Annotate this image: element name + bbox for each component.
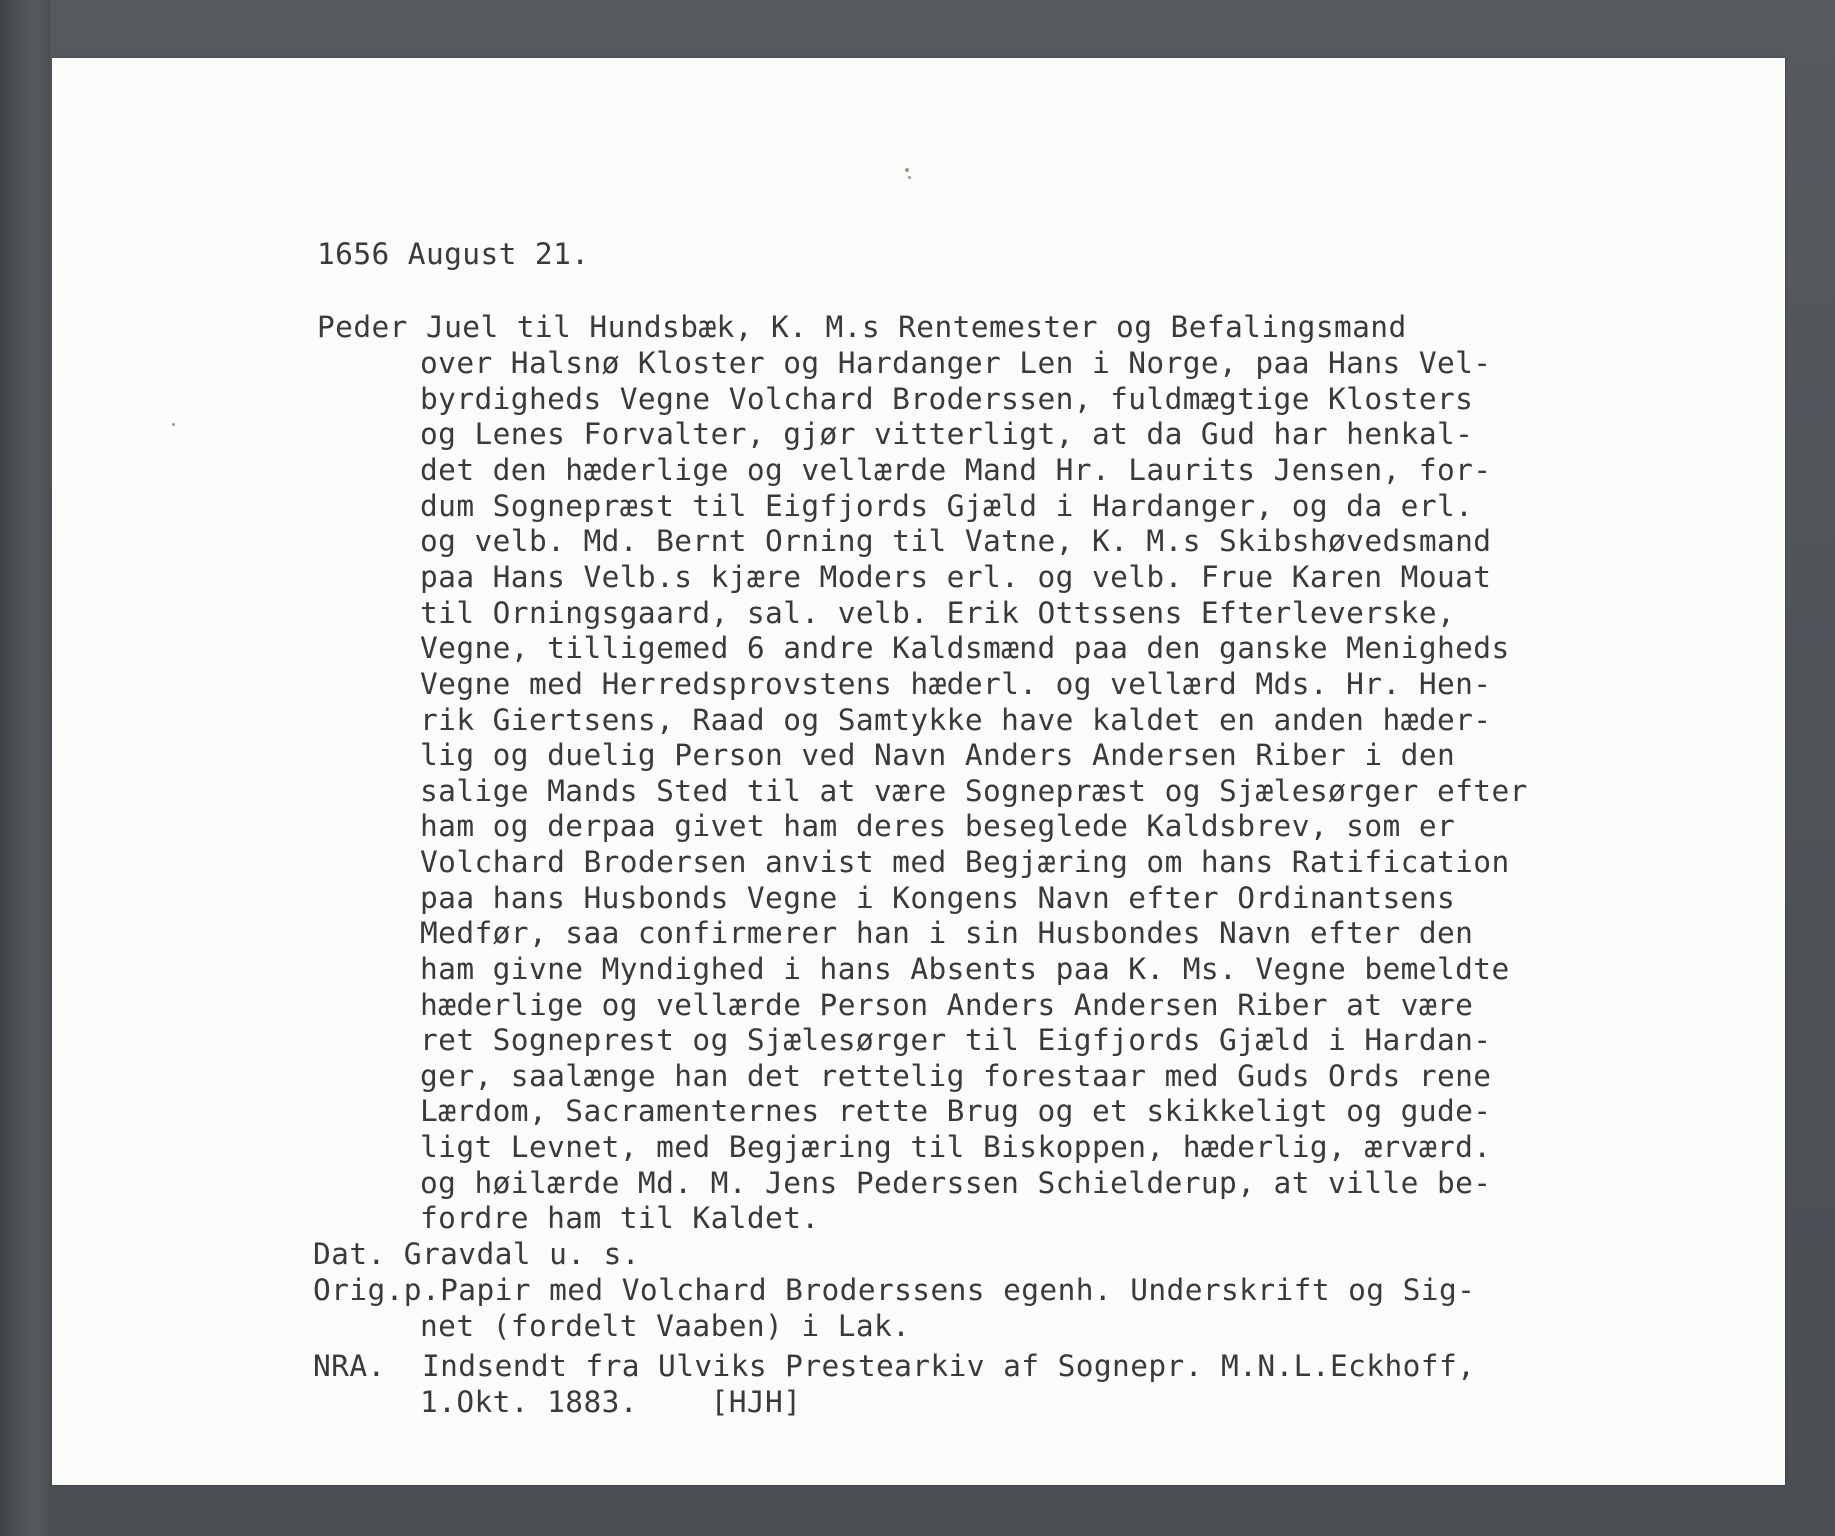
body-line: ham givne Myndighed i hans Absents paa K. Ms. Vegne bemeldte [420, 952, 1510, 986]
body-line: Vegne med Herredsprovstens hæderl. og vellærd Mds. Hr. Hen- [420, 667, 1492, 701]
orig-line: Orig.p.Papir med Volchard Broderssens egenh. Underskrift og Sig- [313, 1273, 1476, 1307]
body-line: Medfør, saa confirmerer han i sin Husbondes Navn efter den [420, 916, 1474, 950]
body-line: ligt Levnet, med Begjæring til Biskoppen, hæderlig, ærværd. [420, 1130, 1492, 1164]
body-line: til Orningsgaard, sal. velb. Erik Ottssens Efterleverske, [420, 596, 1456, 630]
nra-line: NRA. Indsendt fra Ulviks Prestearkiv af Sognepr. M.N.L.Eckhoff, [313, 1349, 1476, 1383]
body-line: fordre ham til Kaldet. [420, 1201, 820, 1235]
body-line: Vegne, tilligemed 6 andre Kaldsmænd paa den ganske Menigheds [420, 631, 1510, 665]
dat-line: Dat. Gravdal u. s. [313, 1237, 640, 1271]
body-line: dum Sognepræst til Eigfjords Gjæld i Hardanger, og da erl. [420, 489, 1474, 523]
body-line: salige Mands Sted til at være Sognepræst og Sjælesørger efter [420, 774, 1528, 808]
orig-line: net (fordelt Vaaben) i Lak. [420, 1309, 911, 1343]
body-line: ham og derpaa givet ham deres beseglede Kaldsbrev, som er [420, 809, 1456, 843]
document-card [52, 58, 1785, 1485]
document-text [52, 58, 1785, 1485]
body-line: over Halsnø Kloster og Hardanger Len i Norge, paa Hans Vel- [420, 346, 1492, 380]
body-line: Lærdom, Sacramenternes rette Brug og et skikkeligt og gude- [420, 1094, 1492, 1128]
nra-line: 1.Okt. 1883. [HJH] [420, 1385, 802, 1419]
date-heading: 1656 August 21. [317, 237, 590, 271]
body-line: og Lenes Forvalter, gjør vitterligt, at da Gud har henkal- [420, 417, 1474, 451]
body-line: ret Sogneprest og Sjælesørger til Eigfjords Gjæld i Hardan- [420, 1023, 1492, 1057]
body-line: ger, saalænge han det rettelig forestaar med Guds Ords rene [420, 1059, 1492, 1093]
body-line: og velb. Md. Bernt Orning til Vatne, K. M.s Skibshøvedsmand [420, 524, 1492, 558]
body-line: Peder Juel til Hundsbæk, K. M.s Rentemester og Befalingsmand [317, 310, 1407, 344]
body-line: det den hæderlige og vellærde Mand Hr. Laurits Jensen, for- [420, 453, 1492, 487]
body-line: og høilærde Md. M. Jens Pederssen Schielderup, at ville be- [420, 1166, 1492, 1200]
body-line: paa Hans Velb.s kjære Moders erl. og velb. Frue Karen Mouat [420, 560, 1492, 594]
body-line: paa hans Husbonds Vegne i Kongens Navn efter Ordinantsens [420, 881, 1456, 915]
body-line: rik Giertsens, Raad og Samtykke have kaldet en anden hæder- [420, 703, 1492, 737]
body-line: lig og duelig Person ved Navn Anders Andersen Riber i den [420, 738, 1456, 772]
body-line: byrdigheds Vegne Volchard Broderssen, fuldmægtige Klosters [420, 382, 1474, 416]
binder-spine [0, 0, 50, 1536]
body-line: Volchard Brodersen anvist med Begjæring om hans Ratification [420, 845, 1510, 879]
body-line: hæderlige og vellærde Person Anders Andersen Riber at være [420, 988, 1474, 1022]
